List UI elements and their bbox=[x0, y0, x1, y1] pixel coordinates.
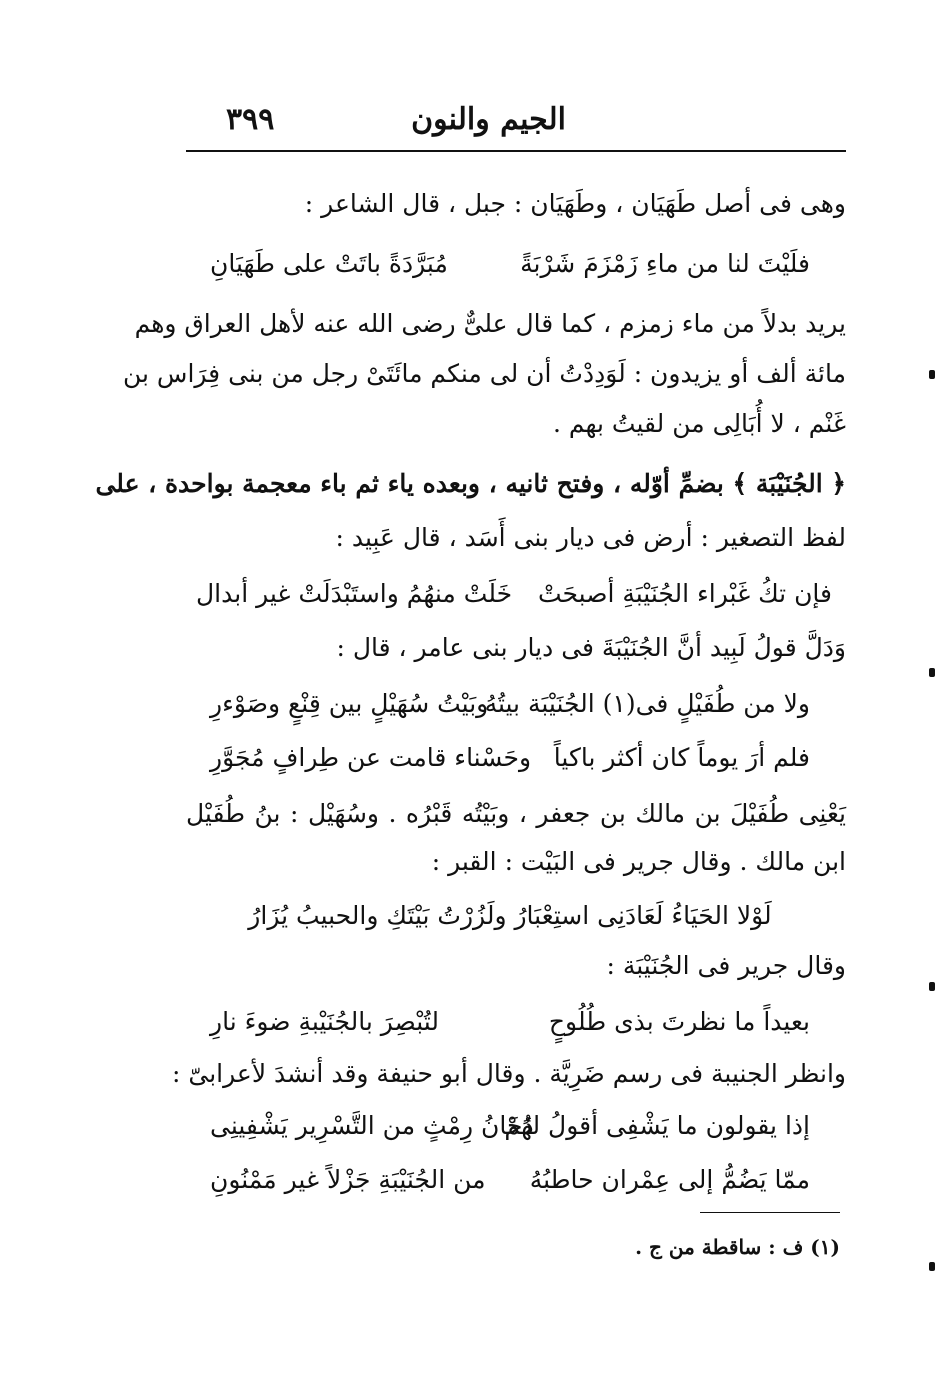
text-line-5: وَدَلَّ قولُ لَبِيد أنَّ الجُنَيْبَةَ فى ديار بنى عامر ، قال : bbox=[336, 633, 846, 662]
text-line-6: يَعْنِى طُفَيْلَ بن مالك بن جعفر ، وبَيْتُه قَبْرُه . وسُهَيْل : بنُ طُفَيْل bbox=[186, 799, 846, 828]
footnote: (١) ف : ساقطة من ج . bbox=[635, 1235, 840, 1259]
verse-4-first-hemistich: فلم أرَ يوماً كان أكثر باكياً bbox=[553, 743, 810, 772]
verse-2-second-hemistich: خَلَتْ منهُمُ واستَبْدَلَتْ غير أبدال bbox=[196, 579, 513, 608]
entry-line-1: ﴿ الجُنَيْبَة ﴾ بضمِّ أوّله ، وفتح ثانيه ، وبعده ياء ثم باء معجمة بواحدة ، على bbox=[95, 469, 846, 498]
text-line-9: وانظر الجنيبة فى رسم ضَرِيَّة . وقال أبو حنيفة وقد أنشدَ لأعرابىّ : bbox=[172, 1059, 846, 1088]
verse-8-second-hemistich: من الجُنَيْبَةِ جَزْلاً غير مَمْنُونِ bbox=[210, 1165, 486, 1194]
verse-1-first-hemistich: فلَيْتَ لنا من ماءِ زَمْزَمَ شَرْبَةً bbox=[520, 249, 810, 278]
margin-mark bbox=[929, 668, 935, 677]
verse-8 bbox=[210, 1160, 810, 1200]
verse-5 bbox=[210, 896, 810, 936]
running-title: الجيم والنون bbox=[411, 102, 566, 137]
page-number: ٣٩٩ bbox=[226, 102, 275, 137]
verse-6 bbox=[210, 1002, 810, 1042]
margin-mark bbox=[929, 370, 935, 379]
verse-6-first-hemistich: بعيداً ما نظرتَ بذى طُلُوحٍ bbox=[548, 1007, 810, 1036]
page-header bbox=[186, 96, 846, 148]
verse-3-first-hemistich: ولا من طُفَيْلٍ فى(١) الجُنَيْبَة بيتُهُ bbox=[484, 689, 810, 718]
verse-7 bbox=[210, 1106, 810, 1146]
footnote-rule bbox=[700, 1212, 840, 1213]
verse-1-second-hemistich: مُبَرَّدَةً باتَتْ على طَهَيَانِ bbox=[210, 249, 448, 278]
text-line-4: غَنْم ، لا أُبَالِى من لقيتُ بهم . bbox=[552, 409, 846, 438]
verse-7-second-hemistich: دُخَانُ رِمْثٍ من التَّسْرِير يَشْفِينِى bbox=[210, 1111, 534, 1140]
verse-2-first-hemistich: فإن تكُ غَبْراء الجُنَيْبَةِ أصبحَتْ bbox=[538, 579, 832, 608]
verse-4-second-hemistich: وحَسْناء قامت عن طِرافٍ مُجَوَّرِ bbox=[210, 743, 532, 772]
verse-7-first-hemistich: إذا يقولون ما يَشْفِى أقولُ لهُمْ bbox=[504, 1111, 810, 1140]
verse-2 bbox=[196, 574, 832, 614]
verse-3 bbox=[210, 684, 810, 724]
text-line-8: وقال جرير فى الجُنَيْبَة : bbox=[606, 951, 846, 980]
entry-line-2: لفظ التصغير : أرض فى ديار بنى أَسَد ، قال عَبِيد : bbox=[335, 523, 846, 552]
verse-6-second-hemistich: لتُبْصِرَ بالجُنَيْبةِ ضوءَ نارِ bbox=[210, 1007, 439, 1036]
header-rule bbox=[186, 150, 846, 152]
text-line-1: وهى فى أصل طَهَيَان ، وطَهَيَان : جبل ، قال الشاعر : bbox=[304, 189, 846, 218]
verse-5-text: لَوْلا الحَيَاءُ لَعَادَنِى استِعْبَارُ ولَزُرْتُ بَيْتَكِ والحبيبُ يُزَارُ bbox=[248, 901, 772, 930]
margin-mark bbox=[929, 982, 935, 991]
text-line-3: مائة ألف أو يزيدون : لَوَدِدْتُ أن لى منكم مائَتَىْ رجل من بنى فِرَاس بن bbox=[122, 359, 846, 388]
verse-8-first-hemistich: ممّا يَضُمُّ إلى عِمْران حاطبُهُ bbox=[529, 1165, 810, 1194]
verse-4 bbox=[210, 738, 810, 778]
text-line-7: ابن مالك . وقال جرير فى البَيْت : القبر : bbox=[431, 847, 846, 876]
margin-mark bbox=[929, 1262, 935, 1271]
verse-1 bbox=[210, 244, 810, 284]
verse-3-second-hemistich: وبَيْتُ سُهَيْلٍ بين قِنْعٍ وصَوْءرِ bbox=[210, 689, 489, 718]
text-line-2: يريد بدلاً من ماء زمزم ، كما قال علىٌّ رضى الله عنه لأهل العراق وهم bbox=[134, 309, 846, 338]
